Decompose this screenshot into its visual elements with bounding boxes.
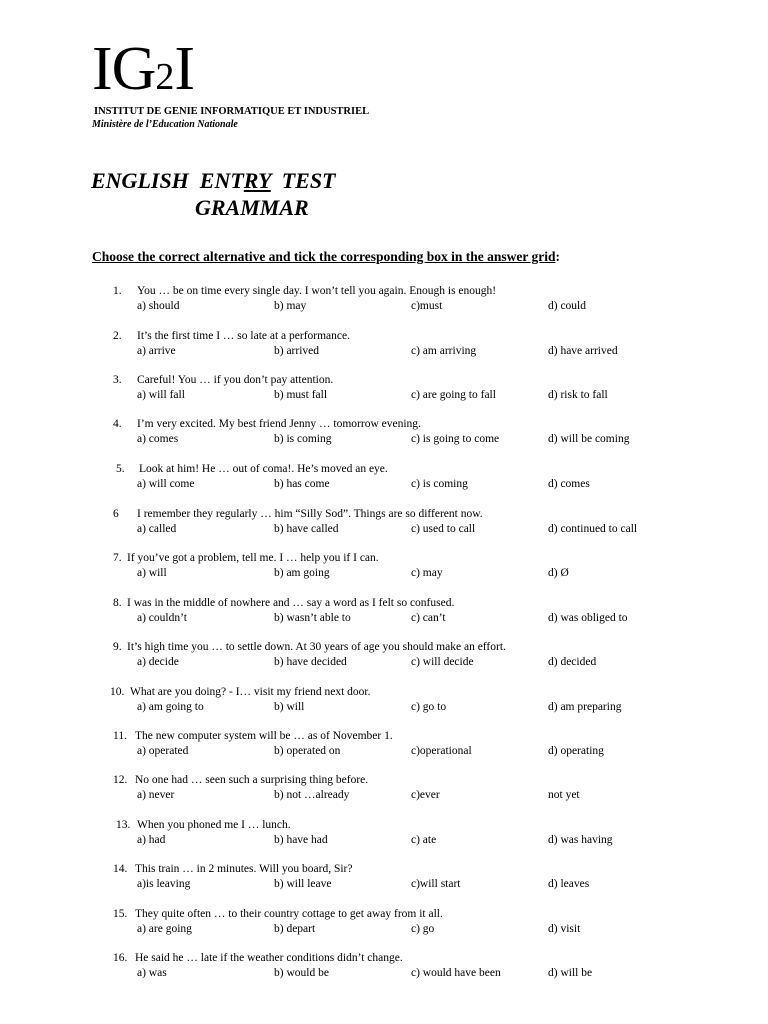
- title-part-b: RY: [243, 168, 271, 193]
- answer-option: c)must: [411, 300, 443, 312]
- answer-option: b) operated on: [274, 745, 341, 757]
- question-line: [0, 729, 768, 744]
- answer-option: b) must fall: [274, 389, 328, 401]
- page-subtitle: GRAMMAR: [195, 195, 309, 220]
- question-number: 8.: [113, 597, 122, 609]
- logo-main: IG: [92, 35, 156, 103]
- answer-options: [0, 744, 768, 759]
- question-number: 9.: [113, 641, 122, 653]
- question-number: 15.: [113, 908, 128, 920]
- question-number: 7.: [113, 552, 122, 564]
- answer-option: c)will start: [411, 878, 461, 890]
- question-text: No one had … seen such a surprising thing before.: [135, 774, 369, 786]
- answer-options: [0, 522, 768, 537]
- instruction: [92, 249, 560, 265]
- question-line: [0, 818, 768, 833]
- answer-option: a) arrive: [137, 345, 176, 357]
- answer-options: [0, 566, 768, 581]
- question-number: 16.: [113, 952, 128, 964]
- question-text: You … be on time every single day. I won’t tell you again. Enough is enough!: [137, 285, 497, 297]
- answer-option: d) visit: [548, 923, 581, 935]
- question-item: [0, 507, 768, 537]
- answer-option: b) am going: [274, 567, 330, 579]
- answer-option: a) couldn’t: [137, 612, 187, 624]
- answer-options: [0, 344, 768, 359]
- answer-option: c)ever: [411, 789, 440, 801]
- answer-options: [0, 299, 768, 314]
- answer-option: b) will leave: [274, 878, 332, 890]
- question-item: [0, 596, 768, 626]
- answer-option: a) called: [137, 523, 177, 535]
- answer-options: [0, 477, 768, 492]
- question-number: 12.: [113, 774, 128, 786]
- question-line: [0, 862, 768, 877]
- answer-option: b) is coming: [274, 433, 332, 445]
- question-text: I remember they regularly … him “Silly Sod”. Things are so different now.: [137, 508, 483, 520]
- answer-option: a) decide: [137, 656, 179, 668]
- answer-option: b) not …already: [274, 789, 350, 801]
- question-line: [0, 284, 768, 299]
- answer-options: [0, 611, 768, 626]
- answer-option: c) is going to come: [411, 433, 500, 445]
- question-item: [0, 284, 768, 314]
- answer-option: a) am going to: [137, 701, 204, 713]
- answer-options: [0, 655, 768, 670]
- answer-option: d) risk to fall: [548, 389, 608, 401]
- answer-option: d) continued to call: [548, 523, 638, 535]
- page-title: [91, 168, 336, 194]
- question-text: When you phoned me I … lunch.: [137, 819, 291, 831]
- question-line: [0, 462, 768, 477]
- instruction-text: Choose the correct alternative and tick the corresponding box in the answer grid: [92, 249, 556, 264]
- answer-option: b) will: [274, 701, 305, 713]
- question-item: [0, 773, 768, 803]
- answer-option: c) may: [411, 567, 443, 579]
- question-line: [0, 773, 768, 788]
- title-part-c: TEST: [270, 168, 336, 193]
- answer-option: c) would have been: [411, 967, 501, 979]
- answer-option: d) will be coming: [548, 433, 630, 445]
- answer-option: b) have decided: [274, 656, 347, 668]
- question-number: 14.: [113, 863, 128, 875]
- question-item: [0, 951, 768, 981]
- answer-option: d) operating: [548, 745, 604, 757]
- question-line: [0, 951, 768, 966]
- answer-option: d) am preparing: [548, 701, 622, 713]
- instruction-colon: :: [555, 249, 560, 264]
- question-line: [0, 907, 768, 922]
- question-item: [0, 417, 768, 447]
- answer-option: b) have had: [274, 834, 328, 846]
- answer-options: [0, 922, 768, 937]
- question-item: [0, 685, 768, 715]
- answer-option: a) will come: [137, 478, 195, 490]
- answer-option: c) are going to fall: [411, 389, 496, 401]
- question-line: [0, 507, 768, 522]
- answer-option: a) are going: [137, 923, 192, 935]
- answer-option: b) would be: [274, 967, 329, 979]
- answer-option: c) am arriving: [411, 345, 477, 357]
- question-item: [0, 640, 768, 670]
- answer-option: d) could: [548, 300, 587, 312]
- question-number: 1.: [113, 285, 122, 297]
- question-number: 6: [113, 508, 119, 520]
- answer-option: b) have called: [274, 523, 339, 535]
- question-line: [0, 373, 768, 388]
- question-text: If you’ve got a problem, tell me. I … help you if I can.: [127, 552, 379, 564]
- answer-options: [0, 966, 768, 981]
- answer-option: d) Ø: [548, 567, 569, 579]
- question-text: This train … in 2 minutes. Will you board, Sir?: [135, 863, 353, 875]
- question-item: [0, 907, 768, 937]
- question-text: He said he … late if the weather conditions didn’t change.: [135, 952, 403, 964]
- answer-options: [0, 432, 768, 447]
- answer-option: b) arrived: [274, 345, 320, 357]
- question-number: 10.: [110, 686, 125, 698]
- answer-options: [0, 388, 768, 403]
- answer-option: a) should: [137, 300, 180, 312]
- question-text: I was in the middle of nowhere and … say a word as I felt so confused.: [127, 597, 455, 609]
- question-number: 4.: [113, 418, 122, 430]
- answer-option: c) used to call: [411, 523, 476, 535]
- answer-option: a) will: [137, 567, 167, 579]
- answer-options: [0, 833, 768, 848]
- answer-options: [0, 877, 768, 892]
- answer-option: d) decided: [548, 656, 597, 668]
- answer-option: d) comes: [548, 478, 590, 490]
- question-text: What are you doing? - I… visit my friend next door.: [130, 686, 371, 698]
- question-line: [0, 596, 768, 611]
- question-number: 5.: [116, 463, 125, 475]
- answer-option: c) go: [411, 923, 435, 935]
- logo-sub: 2: [155, 56, 175, 98]
- question-item: [0, 818, 768, 848]
- logo: [92, 35, 195, 103]
- question-item: [0, 551, 768, 581]
- answer-option: b) depart: [274, 923, 316, 935]
- answer-option: d) have arrived: [548, 345, 618, 357]
- question-text: Look at him! He … out of coma!. He’s moved an eye.: [139, 463, 388, 475]
- question-number: 11.: [113, 730, 127, 742]
- answer-option: a)is leaving: [137, 878, 191, 890]
- answer-option: d) was obliged to: [548, 612, 628, 624]
- question-item: [0, 862, 768, 892]
- answer-option: d) was having: [548, 834, 613, 846]
- question-text: It’s the first time I … so late at a performance.: [137, 330, 350, 342]
- answer-option: c) go to: [411, 701, 447, 713]
- question-item: [0, 729, 768, 759]
- answer-options: [0, 788, 768, 803]
- ministry-name: Ministère de l’Education Nationale: [92, 119, 238, 130]
- answer-option: c) is coming: [411, 478, 468, 490]
- question-text: I’m very excited. My best friend Jenny … tomorrow evening.: [137, 418, 421, 430]
- question-item: [0, 329, 768, 359]
- question-line: [0, 640, 768, 655]
- answer-option: a) was: [137, 967, 167, 979]
- answer-option: c) will decide: [411, 656, 474, 668]
- answer-option: a) will fall: [137, 389, 185, 401]
- answer-option: a) operated: [137, 745, 189, 757]
- answer-option: b) has come: [274, 478, 330, 490]
- logo-end: I: [174, 35, 195, 103]
- answer-option: d) leaves: [548, 878, 590, 890]
- answer-option: b) may: [274, 300, 307, 312]
- question-text: They quite often … to their country cottage to get away from it all.: [135, 908, 443, 920]
- question-line: [0, 685, 768, 700]
- answer-option: a) comes: [137, 433, 179, 445]
- answer-option: c) can’t: [411, 612, 446, 624]
- question-number: 3.: [113, 374, 122, 386]
- answer-option: c)operational: [411, 745, 472, 757]
- question-text: The new computer system will be … as of November 1.: [135, 730, 393, 742]
- answer-option: not yet: [548, 789, 580, 801]
- answer-option: b) wasn’t able to: [274, 612, 351, 624]
- institute-name: INSTITUT DE GENIE INFORMATIQUE ET INDUSTRIEL: [94, 106, 370, 117]
- question-line: [0, 417, 768, 432]
- answer-option: c) ate: [411, 834, 437, 846]
- question-number: 2.: [113, 330, 122, 342]
- answer-options: [0, 700, 768, 715]
- question-number: 13.: [116, 819, 131, 831]
- question-text: It’s high time you … to settle down. At 30 years of age you should make an effort.: [127, 641, 506, 653]
- answer-option: a) had: [137, 834, 166, 846]
- question-item: [0, 373, 768, 403]
- question-line: [0, 551, 768, 566]
- question-item: [0, 462, 768, 492]
- question-text: Careful! You … if you don’t pay attention.: [137, 374, 334, 386]
- question-line: [0, 329, 768, 344]
- answer-option: d) will be: [548, 967, 593, 979]
- answer-option: a) never: [137, 789, 175, 801]
- title-part-a: ENGLISH ENT: [91, 168, 244, 193]
